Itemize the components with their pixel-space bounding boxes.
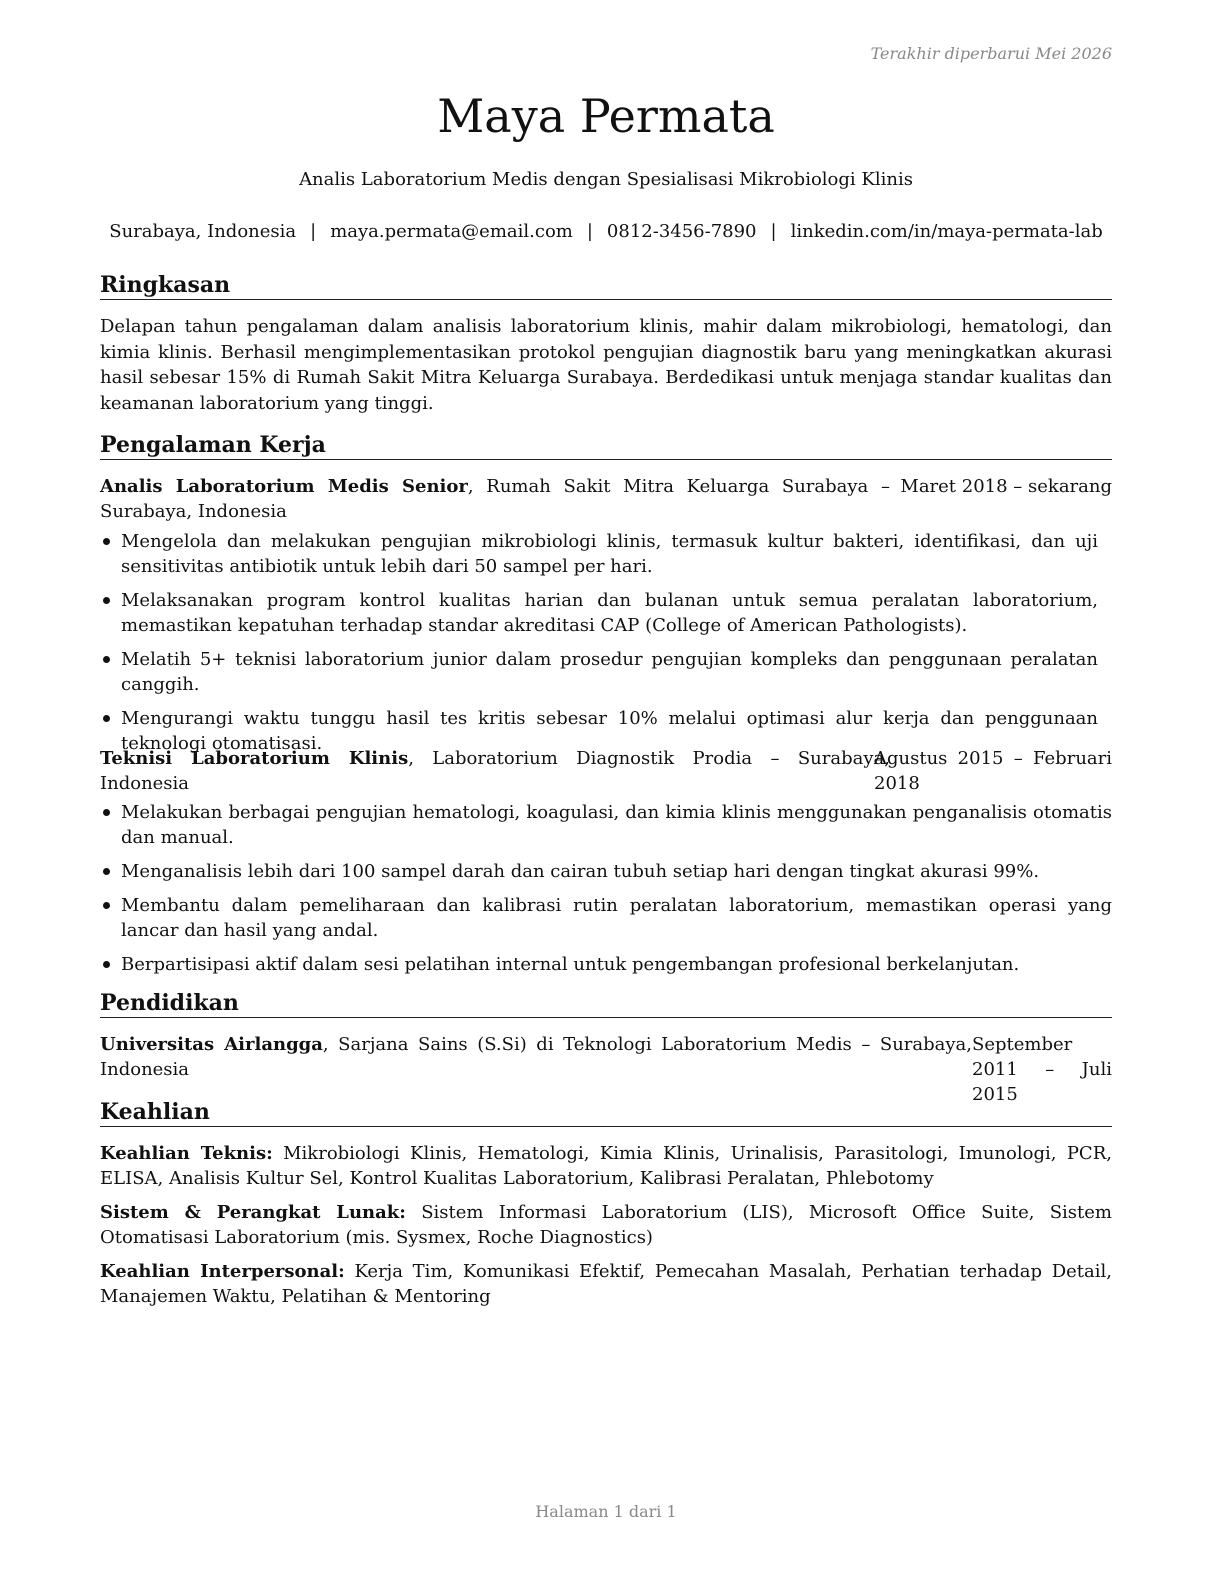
contact-location: Surabaya, Indonesia xyxy=(109,221,297,242)
tagline: Analis Laboratorium Medis dengan Spesialisasi Mikrobiologi Klinis xyxy=(299,169,913,190)
skill-label: Keahlian Teknis: xyxy=(100,1143,273,1164)
section-title-experience: Pengalaman Kerja xyxy=(100,431,1112,460)
skill-group xyxy=(100,1259,1112,1309)
skill-group xyxy=(100,1141,1112,1191)
job-role: Analis Laboratorium Medis Senior xyxy=(100,476,468,497)
job-header xyxy=(100,474,1112,524)
education-line xyxy=(100,1032,972,1082)
candidate-name: Maya Permata xyxy=(437,89,775,143)
contact-separator: | xyxy=(770,221,777,242)
job-dates: Agustus 2015 – Februari 2018 xyxy=(874,748,1112,794)
job-header xyxy=(100,746,1112,796)
resume-page xyxy=(100,0,1112,1584)
contact-email[interactable]: maya.permata@email.com xyxy=(330,221,573,242)
section-title-education: Pendidikan xyxy=(100,989,1112,1018)
job-title-line xyxy=(100,474,890,524)
summary-text: Delapan tahun pengalaman dalam analisis laboratorium klinis, mahir dalam mikrobiologi, hematologi, dan kimia klinis. Berhasil mengimplementasikan protokol pengujian diagnostik baru yang meningkatkan akurasi hasil sebesar 15% di Rumah Sakit Mitra Keluarga Surabaya. Berdedikasi untuk menjaga standar kualitas dan keamanan laboratorium yang tinggi. xyxy=(100,316,1112,414)
education-entry xyxy=(100,1032,1112,1105)
job-org: , Laboratorium Diagnostik Prodia – Surabaya, Indonesia xyxy=(100,748,890,794)
job-bullets xyxy=(100,800,1112,986)
last-updated: Terakhir diperbarui Mei 2026 xyxy=(870,44,1112,63)
job-role: Teknisi Laboratorium Klinis xyxy=(100,748,409,769)
education-degree: , Sarjana Sains (S.Si) di Teknologi Laboratorium Medis – Surabaya, Indonesia xyxy=(100,1034,973,1080)
skill-text: Kerja Tim, Komunikasi Efektif, Pemecahan Masalah, Perhatian terhadap Detail, Manajemen Waktu, Pelatihan & Mentoring xyxy=(100,1261,1113,1307)
job-org: , Rumah Sakit Mitra Keluarga Surabaya – Surabaya, Indonesia xyxy=(100,476,890,522)
skill-label: Sistem & Perangkat Lunak: xyxy=(100,1202,406,1223)
contact-separator: | xyxy=(310,221,317,242)
contact-separator: | xyxy=(586,221,593,242)
list-item: Menganalisis lebih dari 100 sampel darah dan cairan tubuh setiap hari dengan tingkat akurasi 99%. xyxy=(100,859,1112,884)
section-title-summary: Ringkasan xyxy=(100,271,1112,300)
list-item: Mengelola dan melakukan pengujian mikrobiologi klinis, termasuk kultur bakteri, identifikasi, dan uji sensitivitas antibiotik untuk lebih dari 50 sampel per hari. xyxy=(100,529,1112,579)
list-item: Berpartisipasi aktif dalam sesi pelatihan internal untuk pengembangan profesional berkelanjutan. xyxy=(100,952,1112,977)
contact-line xyxy=(100,220,1112,244)
job-bullets xyxy=(100,529,1112,765)
list-item: Melatih 5+ teknisi laboratorium junior dalam prosedur pengujian kompleks dan penggunaan peralatan canggih. xyxy=(100,647,1112,697)
education-dates: September 2011 – Juli 2015 xyxy=(972,1034,1112,1105)
list-item: Membantu dalam pemeliharaan dan kalibrasi rutin peralatan laboratorium, memastikan operasi yang lancar dan hasil yang andal. xyxy=(100,893,1112,943)
list-item: Melakukan berbagai pengujian hematologi, koagulasi, dan kimia klinis menggunakan penganalisis otomatis dan manual. xyxy=(100,800,1112,850)
skill-group xyxy=(100,1200,1112,1250)
contact-phone: 0812-3456-7890 xyxy=(606,221,757,242)
education-school: Universitas Airlangga xyxy=(100,1034,323,1055)
list-item: Melaksanakan program kontrol kualitas harian dan bulanan untuk semua peralatan laboratorium, memastikan kepatuhan terhadap standar akreditasi CAP (College of American Pathologists). xyxy=(100,588,1112,638)
skill-text: Sistem Informasi Laboratorium (LIS), Microsoft Office Suite, Sistem Otomatisasi Laboratorium (mis. Sysmex, Roche Diagnostics) xyxy=(100,1202,1113,1248)
contact-linkedin[interactable]: linkedin.com/in/maya-permata-lab xyxy=(790,221,1103,242)
list-item: Mengurangi waktu tunggu hasil tes kritis sebesar 10% melalui optimasi alur kerja dan penggunaan teknologi otomatisasi. xyxy=(100,706,1112,756)
job-title-line xyxy=(100,746,890,796)
skill-text: Mikrobiologi Klinis, Hematologi, Kimia Klinis, Urinalisis, Parasitologi, Imunologi, PCR, ELISA, Analisis Kultur Sel, Kontrol Kualitas Laboratorium, Kalibrasi Peralatan, Phlebotomy xyxy=(100,1143,1112,1189)
section-title-skills: Keahlian xyxy=(100,1098,1112,1127)
page-number: Halaman 1 dari 1 xyxy=(535,1502,677,1521)
job-dates: Maret 2018 – sekarang xyxy=(900,476,1112,497)
skill-label: Keahlian Interpersonal: xyxy=(100,1261,345,1282)
